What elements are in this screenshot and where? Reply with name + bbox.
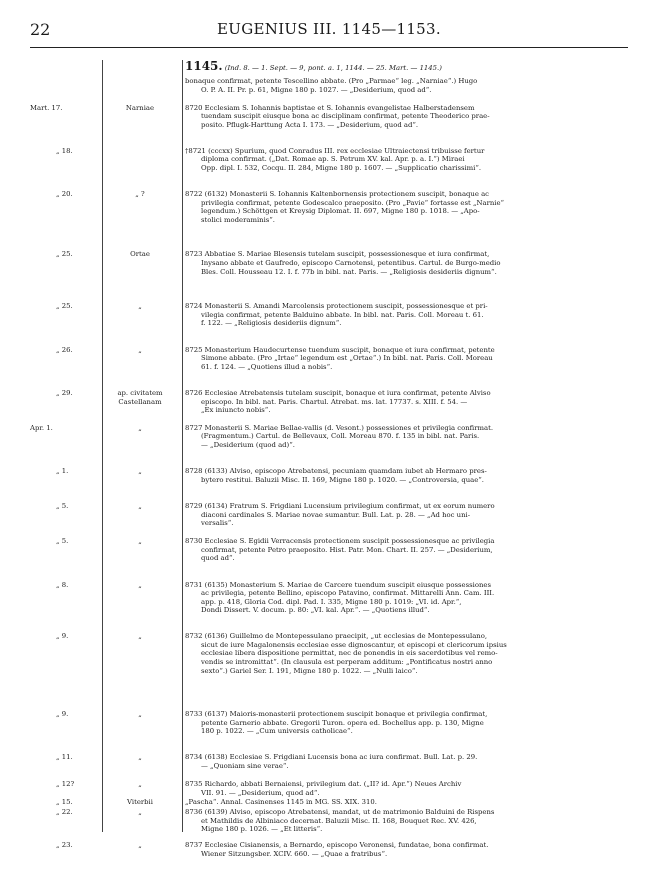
entry-line: 8725 Monasterium Haudecurtense tuendum suscipit, bonaque et iura confirmat, petente: [185, 345, 495, 354]
entry-date: „ 11.: [56, 753, 73, 762]
entry-line: 8731 (6135) Monasterium S. Mariae de Carcere tuendum suscipit eiusque possessiones: [185, 580, 491, 589]
entry-place: „: [138, 502, 142, 511]
entry-date: „ 29.: [56, 388, 73, 397]
entry-line: episcopo. In bibl. nat. Paris. Chartul. Atrebat. ms. lat. 17737. s. XIII. f. 54. —: [201, 397, 468, 406]
entry-line: privilegia confirmat, petente Godescalco praeposito. (Pro „Pavie“ fortasse est „Narnie“: [201, 198, 505, 207]
entry-text: [185, 798, 627, 807]
entry-line: posito. Pflugk-Harttung Acta I. 173. — „Desiderium, quod ad“.: [201, 120, 419, 129]
entry-date: „ 22.: [56, 807, 73, 816]
entry-text: [185, 780, 627, 797]
entry-date: Apr. 1.: [30, 423, 53, 432]
entry-line: sicut de iure Magalonensis ecclesiae esse dignoscantur, et episcopi et clericorum ipsius: [201, 640, 507, 649]
entry-place: Ortae: [130, 250, 150, 259]
entry-line: „Pascha“. Annal. Casinenses 1145 in MG. SS. XIX. 310.: [185, 797, 377, 806]
entry-line: VII. 91. — „Desiderium, quod ad“.: [201, 788, 320, 797]
entry-place: „: [138, 841, 142, 850]
entry-line: Simone abbate. (Pro „Irtae“ legendum est „Ortae“.) In bibl. nat. Paris. Coll. Moreau: [201, 354, 493, 363]
entry-line: f. 122. — „Religiosis desideriis dignum“.: [201, 319, 342, 328]
entry-text: [185, 753, 627, 770]
entry-date: „ 9.: [56, 632, 69, 641]
year-label: 1145.: [185, 59, 223, 73]
entry-line: †8721 (cccxx) Spurium, quod Conradus III. rex ecclesiae Ultraiectensi tribuisse fertur: [185, 146, 485, 155]
entry-line: Bles. Coll. Housseau 12. I. f. 77b in bibl. nat. Paris. — „Religiosis desideriis dignum“.: [201, 267, 497, 276]
running-title: EUGENIUS III. 1145—1153.: [217, 20, 441, 38]
entry-text: [185, 537, 627, 563]
entry-date: „ 9.: [56, 710, 69, 719]
place-column-rule: [182, 60, 183, 832]
page-number: 22: [30, 20, 51, 39]
entry-line: Migne 180 p. 1026. — „Et litteris“.: [201, 825, 323, 834]
entry-place: „: [138, 807, 142, 816]
entry-text: [185, 808, 627, 834]
entry-place: „: [138, 580, 142, 589]
entry-place: „: [138, 345, 142, 354]
entry-date: „ 18.: [56, 146, 73, 155]
entry-line: 8720 Ecclesiam S. Iohannis baptistae et S. Iohannis evangelistae Halberstadensem: [185, 103, 475, 112]
entry-line: 8728 (6133) Alviso, episcopo Atrebatensi, pecuniam quamdam iubet ab Hermaro pres-: [185, 467, 487, 476]
entry-place: „: [138, 779, 142, 788]
entry-line: ecclesiae libera dispositione permittat, nec de ponendis in eis sacerdotibus vel remo-: [201, 649, 498, 658]
header-rule: [30, 47, 628, 48]
entry-line: Inysano abbate et Gaufredo, episcopo Carnotensi, petentibus. Cartul. de Burgo-medio: [201, 259, 501, 268]
entry-line: 8724 Monasterii S. Amandi Marcolensis protectionem suscipit, possessionesque et pri-: [185, 302, 488, 311]
entry-text: [185, 424, 627, 450]
entry-line: stolici moderaminis“.: [201, 215, 275, 224]
entry-date: „ 12?: [56, 779, 75, 788]
entry-text: [185, 250, 627, 276]
entry-line: tuendam suscipit eiusque bona ac disciplinam confirmat, petente Theoderico prae-: [201, 112, 490, 121]
entry-date: „ 25.: [56, 250, 73, 259]
page-header: [30, 20, 628, 40]
date-column-rule: [102, 60, 103, 832]
entry-line: petente Garnerio abbate. Gregorii Turon. opera ed. Bochellus app. p. 130, Migne: [201, 718, 484, 727]
entry-line: 180 p. 1022. — „Cum universis catholicae“.: [201, 727, 353, 736]
entry-date: „ 8.: [56, 580, 69, 589]
entry-text: [185, 77, 627, 94]
entry-line: 8735 Richardo, abbati Bernaiensi, privilegium dat. („II? id. Apr.“) Neues Archiv: [185, 779, 462, 788]
entry-text: [185, 841, 627, 858]
entry-place: „: [138, 467, 142, 476]
entry-date: Mart. 17.: [30, 103, 63, 112]
entry-line: Opp. dipl. I. 532, Cocqu. II. 284, Migne 180 p. 1607. — „Supplicatio charissimi“.: [201, 164, 482, 172]
entry-line: legendum.) Schöttgen et Kreysig Diplomat. II. 697, Migne 180 p. 1018. — „Apo-: [201, 207, 480, 216]
entry-text: [185, 104, 627, 130]
entry-text: [185, 190, 627, 224]
entry-line: (Fragmentum.) Cartul. de Bellevaux, Coll. Moreau 870. f. 135 in bibl. nat. Paris.: [201, 432, 480, 441]
entry-line: sexto“.) Gariel Ser. I. 191, Migne 180 p. 1022. — „Nulli laico“.: [201, 666, 418, 675]
entry-text: [185, 346, 627, 372]
entry-line: — „Quoniam sine verae“.: [201, 761, 289, 770]
entry-text: [185, 147, 627, 173]
entry-text: [185, 389, 627, 415]
entry-date: „ 15.: [56, 797, 73, 806]
entry-text: [185, 502, 627, 528]
entry-date: „ 5.: [56, 537, 69, 546]
indiction-note: (Ind. 8. — 1. Sept. — 9, pont. a. 1, 1144. — 25. Mart. — 1145.): [224, 64, 442, 72]
entry-text: [185, 467, 627, 484]
entry-line: 8730 Ecclesiae S. Egidii Verracensis protectionem suscipit possessionesque ac privilegia: [185, 537, 495, 546]
entry-line: 8722 (6132) Monasterii S. Iohannis Kaltenbornensis protectionem suscipit, bonaque ac: [185, 190, 490, 199]
entry-line: vilegia confirmat, petente Balduino abbate. In bibl. nat. Paris. Coll. Moreau t. 61.: [201, 310, 484, 319]
entry-line: 8733 (6137) Maioris-monasterii protectionem suscipit bonaque et privilegia confirmat,: [185, 710, 488, 719]
entry-date: „ 1.: [56, 467, 69, 476]
entry-place: „: [138, 302, 142, 311]
entry-line: app. p. 418, Gloria Cod. dipl. Pad. I. 335, Migne 180 p. 1019: „VI. id. Apr.“,: [201, 597, 462, 606]
entry-text: [185, 710, 627, 736]
entry-line: 8734 (6138) Ecclesiae S. Frigdiani Lucensis bona ac iura confirmat. Bull. Lat. p. 29.: [185, 753, 478, 762]
entry-place: „: [138, 710, 142, 719]
entry-line: — „Desiderium (quod ad)“.: [201, 441, 295, 450]
entry-line: versalis“.: [201, 519, 234, 528]
entry-line: 8723 Abbatiae S. Mariae Blesensis tutelam suscipit, possessionesque et iura confirmat,: [185, 250, 490, 259]
entry-place: Viterbii: [127, 797, 153, 806]
entry-line: quod ad“.: [201, 554, 235, 563]
entry-text: [185, 302, 627, 328]
entry-date: „ 23.: [56, 841, 73, 850]
entry-line: confirmat, petente Petro praeposito. Hist. Patr. Mon. Chart. II. 257. — „Desiderium,: [201, 545, 493, 554]
entry-line: O. P. A. II. Pr. p. 61, Migne 180 p. 1027. — „Desiderium, quod ad“.: [201, 85, 432, 94]
entry-date: „ 5.: [56, 502, 69, 511]
entry-date: „ 20.: [56, 190, 73, 199]
entry-place: „: [138, 537, 142, 546]
entry-line: bytero restitui. Baluzii Misc. II. 169, Migne 180 p. 1020. — „Controversia, quae“.: [201, 475, 484, 484]
entry-line: 8732 (6136) Guillelmo de Montepessulano praecipit, „ut ecclesias de Montepessulano,: [185, 632, 488, 641]
entry-date: „ 26.: [56, 345, 73, 354]
entry-line: Wiener Sitzungsber. XCIV. 660. — „Quae a fratribus“.: [201, 850, 388, 858]
entry-place: „: [138, 753, 142, 762]
entry-line: vendis se intromittat“. (In clausula est perperam additum: „Pontificatus nostri anno: [201, 658, 493, 667]
entry-place: „: [138, 423, 142, 432]
entry-text: [185, 632, 627, 675]
entry-line: 8726 Ecclesiae Atrebatensis tutelam suscipit, bonaque et iura confirmat, petente Alviso: [185, 388, 491, 397]
entry-line: 8727 Monasterii S. Mariae Bellae-vallis (d. Vesont.) possessiones et privilegia confirmat.: [185, 423, 494, 432]
entry-date: „ 25.: [56, 302, 73, 311]
entry-line: 8729 (6134) Fratrum S. Frigdiani Lucensium privilegium confirmat, ut ex eorum numero: [185, 502, 495, 511]
entry-place: „: [138, 632, 142, 641]
entry-line: 61. f. 124. — „Quotiens illud a nobis“.: [201, 362, 333, 371]
entry-place: „ ?: [135, 190, 145, 199]
entry-line: bonaque confirmat, petente Tescellino abbate. (Pro „Parmae“ leg. „Narniae“.) Hugo: [185, 77, 478, 85]
entry-line: diaconi cardinales S. Mariae novae sumantur. Bull. Lat. p. 28. — „Ad hoc uni-: [201, 510, 471, 519]
entry-line: „Ex iniuncto nobis“.: [201, 406, 271, 415]
entry-line: 8737 Ecclesiae Cisianensis, a Bernardo, episcopo Veronensi, fundatae, bona confirmat.: [185, 841, 489, 850]
entry-line: diploma confirmat. („Dat. Romae ap. S. Petrum XV. kal. Apr. p. a. I.“) Miraei: [201, 155, 465, 164]
entry-line: ac privilegia, petente Bellino, episcopo Patavino, confirmat. Mittarelli Ann. Cam. III.: [201, 589, 495, 598]
entry-text: [185, 581, 627, 615]
entry-line: Dondi Dissert. V. docum. p. 80: „VI. kal. Apr.“. — „Quotiens illud“.: [201, 606, 430, 615]
entry-line: 8736 (6139) Alviso, episcopo Atrebatensi, mandat, ut de matrimonio Balduini de Rispens: [185, 807, 495, 816]
entry-place: Narniae: [125, 103, 155, 112]
entry-line: et Mathildis de Albiniaco decernat. Baluzii Misc. II. 168, Bouquet Rec. XV. 426,: [201, 816, 477, 825]
entry-place: ap. civitatem Castellanam: [117, 388, 163, 406]
